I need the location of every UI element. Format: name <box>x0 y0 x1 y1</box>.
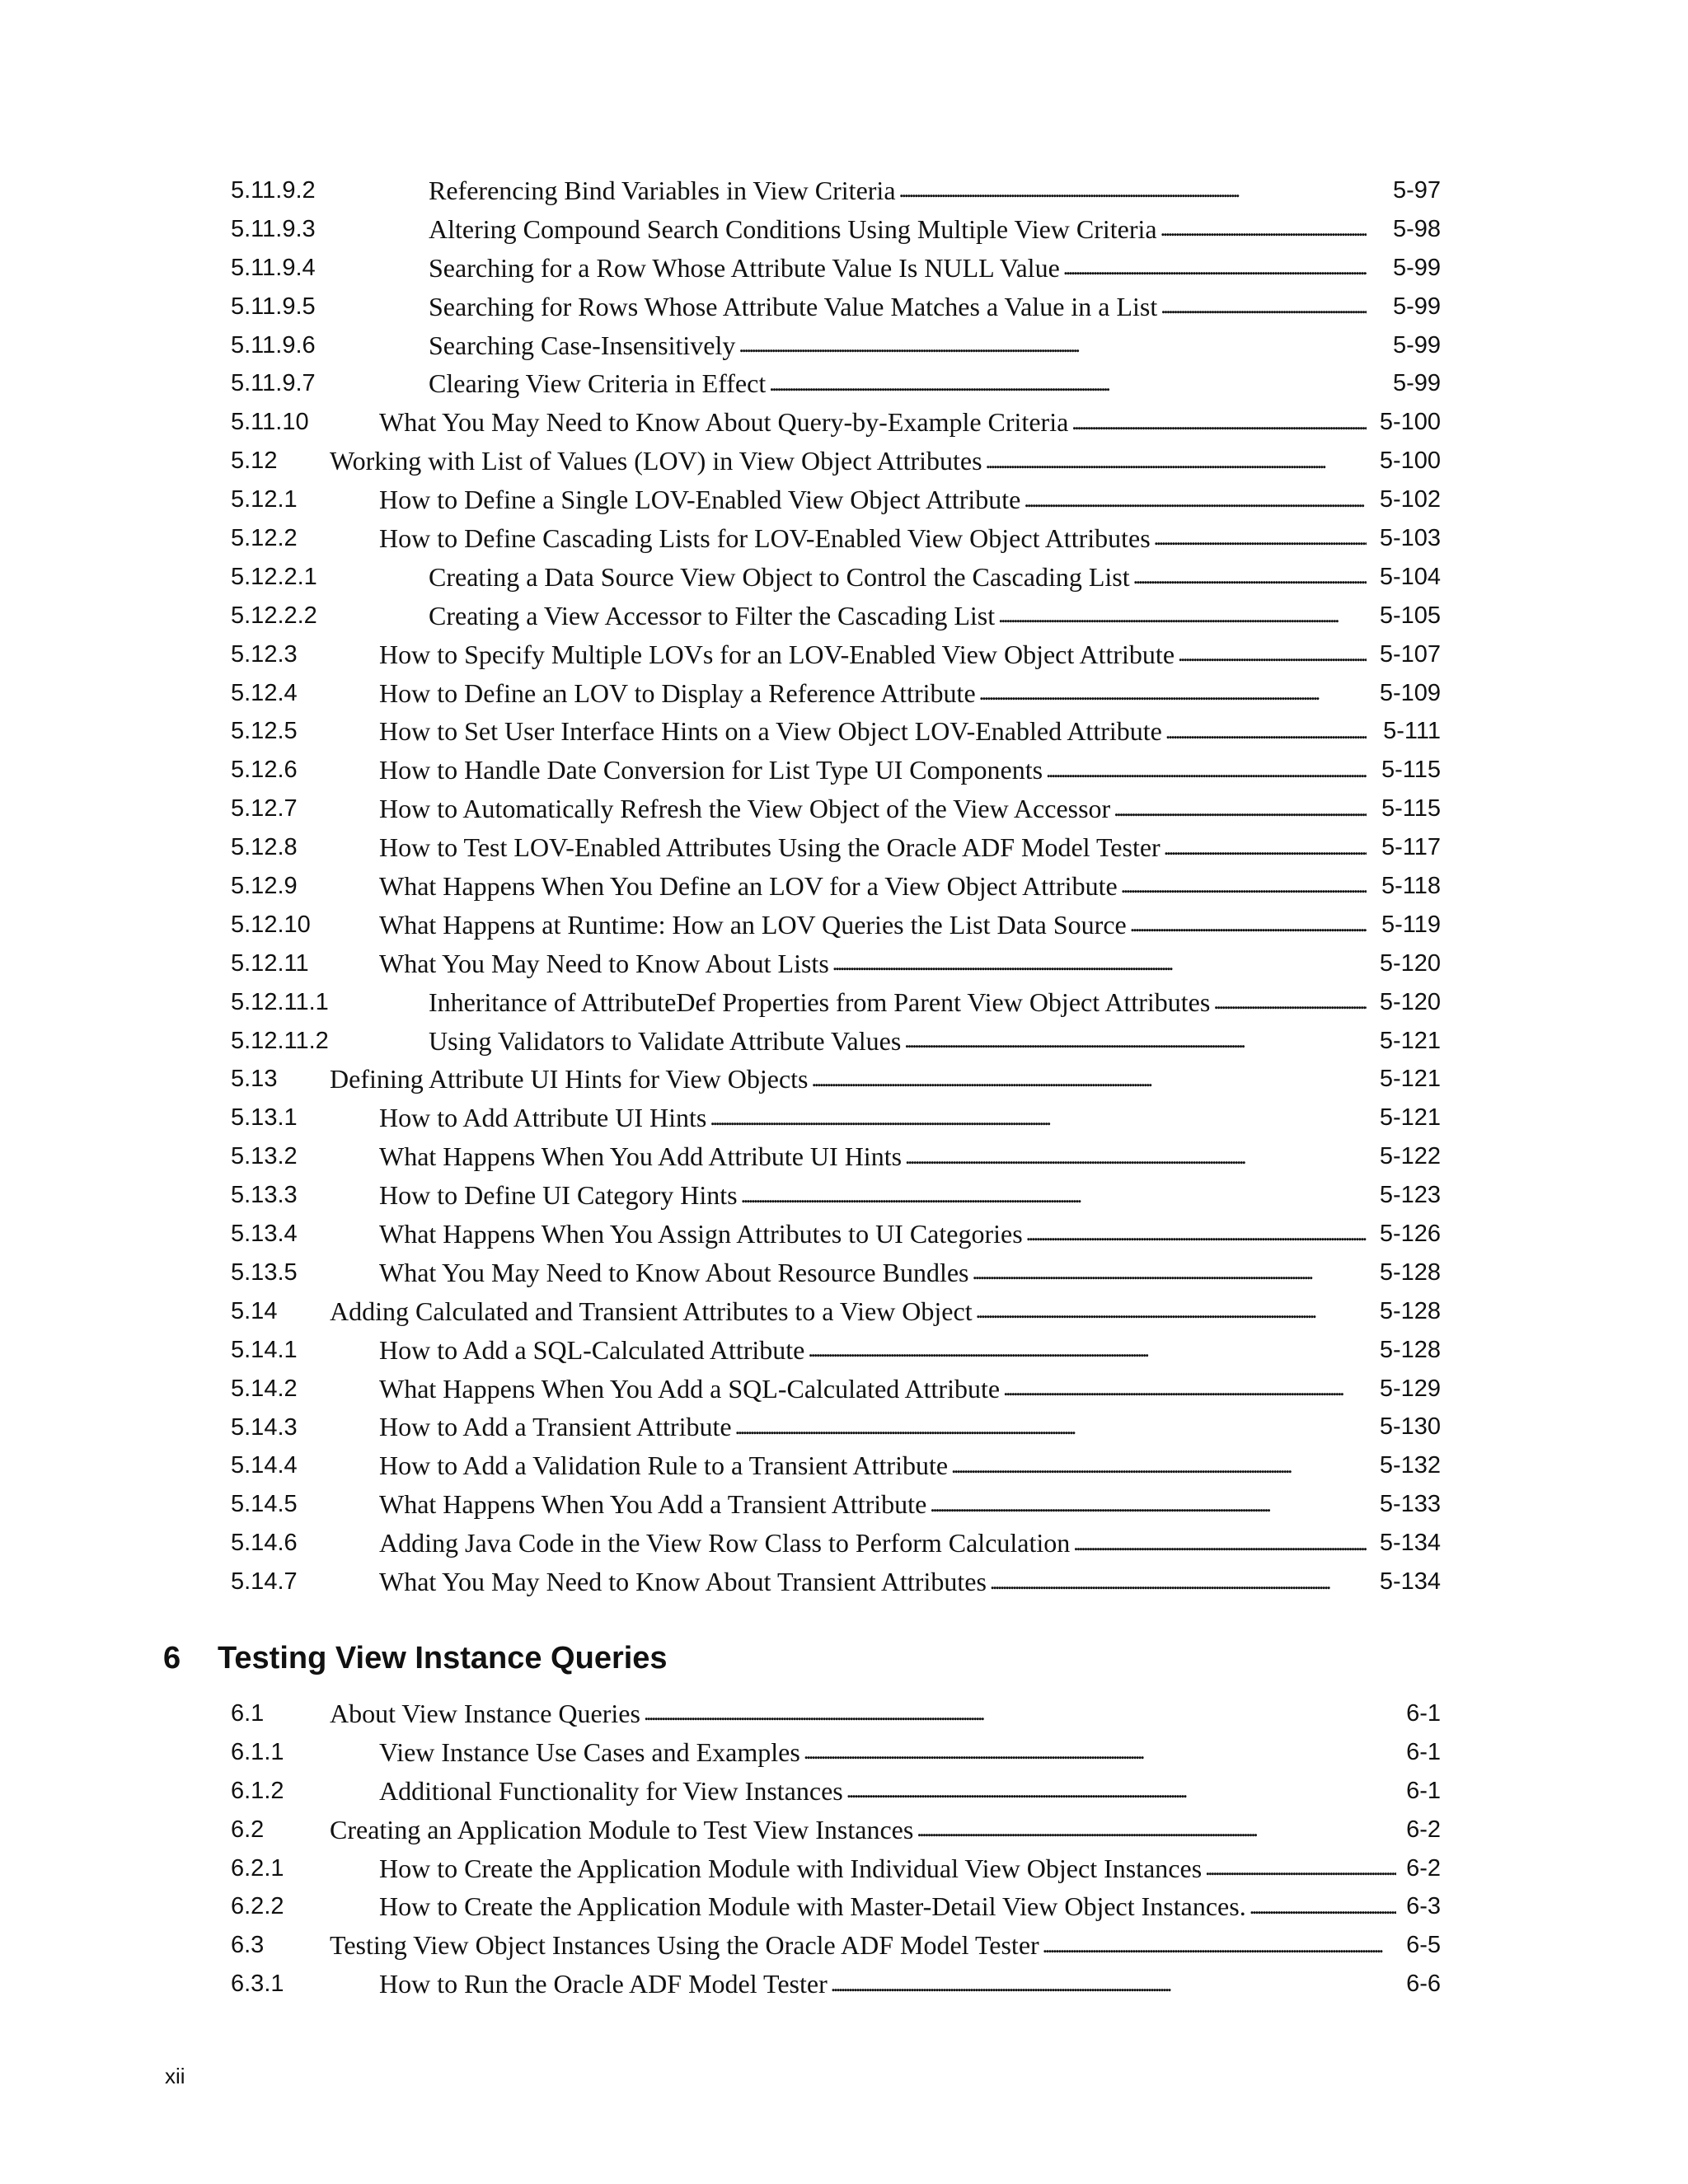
toc-entry-title: How to Test LOV-Enabled Attributes Using the Oracle ADF Model Tester <box>379 832 1160 863</box>
toc-entry-line <box>379 1176 1441 1215</box>
toc-entry-page: 5-115 <box>1381 757 1441 784</box>
toc-entry-number: 5.13.3 <box>231 1182 298 1209</box>
toc-entry-page: 6-2 <box>1406 1854 1441 1882</box>
toc-entry-number: 5.12.11.1 <box>231 988 329 1015</box>
toc-entry[interactable] <box>231 364 1441 403</box>
toc-entry-title: Using Validators to Validate Attribute Values <box>429 1025 902 1056</box>
toc-entry-line <box>379 1254 1441 1292</box>
dot-leader <box>1130 912 1367 937</box>
toc-entry-page: 5-99 <box>1392 331 1441 359</box>
dot-leader <box>972 1260 1367 1285</box>
toc-entry-page: 5-120 <box>1379 949 1441 977</box>
toc-entry-title: About View Instance Queries <box>330 1698 640 1728</box>
toc-entry-number: 5.12.9 <box>231 873 298 900</box>
dot-leader <box>1063 255 1367 280</box>
toc-entry-title: How to Automatically Refresh the View Object of the View Accessor <box>379 794 1111 824</box>
toc-entry[interactable] <box>231 210 1441 249</box>
toc-entry-line <box>379 1370 1441 1408</box>
dot-leader <box>1250 1895 1396 1919</box>
toc-entry[interactable] <box>231 171 1441 210</box>
toc-entry[interactable] <box>231 1370 1441 1408</box>
toc-entry[interactable] <box>231 790 1441 828</box>
toc-entry-number: 5.12.7 <box>231 795 298 823</box>
footer-page-number: xii <box>165 2064 185 2088</box>
dot-leader <box>917 1817 1396 1842</box>
toc-entry-page: 5-109 <box>1379 679 1441 706</box>
toc-entry-title: Searching Case-Insensitively <box>429 330 736 360</box>
toc-entry-line <box>379 1524 1441 1563</box>
toc-entry-page: 5-130 <box>1379 1413 1441 1441</box>
toc-entry-number: 5.14.1 <box>231 1336 298 1363</box>
toc-entry-title: What Happens When You Add a Transient Attribute <box>379 1489 927 1520</box>
toc-entry[interactable] <box>231 1292 1441 1331</box>
toc-entry-title: Additional Functionality for View Instances <box>379 1775 843 1806</box>
toc-entry-line <box>379 790 1441 828</box>
toc-entry[interactable] <box>231 1965 1441 2004</box>
toc-entry-title: What Happens When You Add Attribute UI Hints <box>379 1141 903 1172</box>
toc-entry-page: 5-120 <box>1379 988 1441 1015</box>
toc-entry[interactable] <box>231 635 1441 674</box>
toc-entry-number: 5.12.2.1 <box>231 563 317 590</box>
dot-leader <box>1024 488 1367 513</box>
toc-entry[interactable] <box>231 1060 1441 1099</box>
dot-leader <box>990 1570 1367 1595</box>
toc-entry-number: 5.12.5 <box>231 718 298 745</box>
toc-entry-title: Adding Calculated and Transient Attributes to a View Object <box>330 1296 973 1326</box>
toc-entry-page: 5-129 <box>1379 1375 1441 1402</box>
toc-entry-line <box>379 1733 1441 1772</box>
toc-entry[interactable] <box>231 1733 1441 1772</box>
toc-entry-page: 5-105 <box>1379 602 1441 629</box>
toc-entry-number: 5.11.9.3 <box>231 215 316 242</box>
toc-entry-title: Creating a View Accessor to Filter the Cascading List <box>429 600 996 630</box>
toc-entry-line <box>429 210 1441 249</box>
toc-entry-page: 5-121 <box>1379 1027 1441 1054</box>
toc-entry-line <box>379 674 1441 713</box>
toc-entry-line <box>379 751 1441 790</box>
toc-entry-page: 5-99 <box>1392 293 1441 320</box>
toc-entry-number: 5.14.6 <box>231 1530 298 1557</box>
toc-entry[interactable] <box>231 1446 1441 1485</box>
toc-entry-line <box>330 1694 1441 1733</box>
dot-leader <box>1205 1856 1396 1881</box>
toc-entry-page: 5-126 <box>1379 1220 1441 1247</box>
toc-entry-page: 5-102 <box>1379 486 1441 513</box>
toc-entry-title: How to Add a Validation Rule to a Transient Attribute <box>379 1451 949 1481</box>
toc-entry-number: 5.12.10 <box>231 911 311 938</box>
toc-entry[interactable] <box>231 288 1441 326</box>
dot-leader <box>1003 1376 1367 1401</box>
toc-entry-title: Testing View Object Instances Using the Oracle ADF Model Tester <box>330 1930 1039 1961</box>
toc-entry-number: 5.13.2 <box>231 1143 298 1170</box>
toc-entry-title: What Happens at Runtime: How an LOV Queries the List Data Source <box>379 909 1127 940</box>
toc-entry-title: Referencing Bind Variables in View Criteria <box>429 175 896 205</box>
toc-entry-number: 5.12 <box>231 448 278 475</box>
toc-entry-page: 5-100 <box>1379 409 1441 436</box>
dot-leader <box>904 1029 1367 1053</box>
toc-entry[interactable] <box>231 674 1441 713</box>
toc-entry-line <box>330 1811 1441 1849</box>
toc-entry-number: 5.14.2 <box>231 1375 298 1402</box>
toc-entry-page: 5-111 <box>1383 718 1441 745</box>
toc-entry-title: How to Define a Single LOV-Enabled View Object Attribute <box>379 485 1021 515</box>
toc-entry[interactable] <box>231 249 1441 288</box>
dot-leader <box>1046 758 1367 783</box>
dot-leader <box>846 1779 1396 1803</box>
dot-leader <box>808 1338 1367 1362</box>
toc-entry-number: 5.13 <box>231 1066 278 1093</box>
toc-entry-number: 5.12.11 <box>231 949 309 977</box>
toc-entry-page: 5-115 <box>1381 795 1441 823</box>
toc-entry-title: What Happens When You Add a SQL-Calculated Attribute <box>379 1373 1001 1404</box>
toc-entry[interactable] <box>231 403 1441 442</box>
toc-entry-line <box>379 1137 1441 1176</box>
toc-entry[interactable] <box>231 983 1441 1022</box>
toc-entry-title: How to Specify Multiple LOVs for an LOV-Enabled View Object Attribute <box>379 639 1175 669</box>
toc-entry-page: 5-117 <box>1381 834 1441 861</box>
dot-leader <box>1133 565 1367 589</box>
toc-entry-title: Creating a Data Source View Object to Control the Cascading List <box>429 561 1130 592</box>
toc-entry-number: 5.11.10 <box>231 409 309 436</box>
toc-entry[interactable] <box>231 1485 1441 1524</box>
toc-entry-page: 6-5 <box>1406 1932 1441 1959</box>
toc-entry-title: How to Run the Oracle ADF Model Tester <box>379 1969 828 1999</box>
toc-entry[interactable] <box>231 1215 1441 1254</box>
dot-leader <box>1154 526 1367 551</box>
toc-entry-page: 5-128 <box>1379 1297 1441 1324</box>
toc-entry-number: 5.13.5 <box>231 1258 298 1286</box>
toc-entry-number: 5.11.9.2 <box>231 177 316 204</box>
toc-entry-page: 5-99 <box>1392 254 1441 281</box>
toc-entry-title: How to Define Cascading Lists for LOV-Enabled View Object Attributes <box>379 523 1151 553</box>
toc-entry-line <box>330 1926 1441 1965</box>
toc-entry[interactable] <box>231 1694 1441 1733</box>
toc-entry-number: 5.13.4 <box>231 1221 298 1248</box>
toc-entry-title: How to Add Attribute UI Hints <box>379 1103 707 1133</box>
dot-leader <box>738 333 1367 358</box>
toc-entry-title: How to Define UI Category Hints <box>379 1180 738 1211</box>
toc-entry-title: Inheritance of AttributeDef Properties from Parent View Object Attributes <box>429 987 1211 1017</box>
dot-leader <box>1071 410 1367 435</box>
dot-leader <box>644 1701 1396 1726</box>
toc-entry-title: How to Set User Interface Hints on a View Object LOV-Enabled Attribute <box>379 716 1162 747</box>
toc-entry-line <box>379 867 1441 906</box>
toc-entry-title: Altering Compound Search Conditions Using Multiple View Criteria <box>429 213 1157 244</box>
toc-entry-number: 5.11.9.4 <box>231 254 316 281</box>
toc-entry-page: 5-104 <box>1379 563 1441 590</box>
dot-leader <box>831 1972 1396 1997</box>
toc-entry-line <box>379 1965 1441 2004</box>
toc-entry-number: 6.1 <box>231 1700 265 1727</box>
toc-entry-page: 6-6 <box>1406 1971 1441 1998</box>
toc-entry-title: Clearing View Criteria in Effect <box>429 368 767 399</box>
toc-entry-line <box>429 1022 1441 1061</box>
dot-leader <box>1178 642 1367 667</box>
toc-entry-line <box>379 1563 1441 1601</box>
toc-entry-page: 5-121 <box>1379 1104 1441 1132</box>
toc-entry[interactable] <box>231 1254 1441 1292</box>
toc-entry[interactable] <box>231 1849 1441 1888</box>
toc-entry-line <box>429 326 1441 365</box>
dot-leader <box>1073 1531 1367 1556</box>
toc-entry-line <box>429 558 1441 597</box>
toc-entry-page: 6-1 <box>1406 1777 1441 1804</box>
toc-entry-title: Searching for a Row Whose Attribute Value Is NULL Value <box>429 252 1060 283</box>
chapter-heading <box>163 1635 668 1681</box>
toc-entry-line <box>429 983 1441 1022</box>
toc-entry[interactable] <box>231 867 1441 906</box>
toc-entry-line <box>379 635 1441 674</box>
toc-entry[interactable] <box>231 1563 1441 1601</box>
toc-entry-title: What You May Need to Know About Transient Attributes <box>379 1567 987 1596</box>
toc-entry-line <box>379 828 1441 867</box>
toc-entry-number: 5.14.7 <box>231 1568 298 1596</box>
toc-entry[interactable] <box>231 944 1441 983</box>
toc-entry-title: How to Define an LOV to Display a Reference Attribute <box>379 677 976 708</box>
toc-entry-page: 5-133 <box>1379 1491 1441 1518</box>
toc-entry-page: 5-119 <box>1381 911 1441 938</box>
toc-entry-number: 5.12.3 <box>231 640 298 668</box>
toc-entry-title: Adding Java Code in the View Row Class to Perform Calculation <box>379 1528 1071 1558</box>
toc-entry-page: 5-121 <box>1379 1066 1441 1093</box>
toc-entry-line <box>379 1772 1441 1811</box>
toc-entry[interactable] <box>231 326 1441 365</box>
toc-entry-line <box>379 1099 1441 1137</box>
chapter-number: 6 <box>163 1640 181 1675</box>
toc-entry-line <box>379 1408 1441 1447</box>
toc-entry-line <box>379 1446 1441 1485</box>
toc-entry[interactable] <box>231 1524 1441 1563</box>
toc-entry-title: Defining Attribute UI Hints for View Objects <box>330 1064 809 1094</box>
toc-entry-title: Working with List of Values (LOV) in View Object Attributes <box>330 446 982 476</box>
toc-entry-title: Searching for Rows Whose Attribute Value Matches a Value in a List <box>429 291 1158 321</box>
toc-entry-page: 5-132 <box>1379 1452 1441 1479</box>
toc-entry-number: 5.11.9.6 <box>231 331 316 359</box>
dot-leader <box>951 1454 1367 1479</box>
toc-entry[interactable] <box>231 1811 1441 1849</box>
dot-leader <box>1043 1933 1396 1958</box>
toc-entry[interactable] <box>231 442 1441 480</box>
toc-entry-line <box>330 1060 1441 1099</box>
toc-entry-line <box>379 1485 1441 1524</box>
toc-entry-page: 5-97 <box>1392 176 1441 204</box>
dot-leader <box>710 1106 1367 1131</box>
toc-entry-number: 5.12.11.2 <box>231 1027 329 1054</box>
toc-entry[interactable] <box>231 1331 1441 1370</box>
toc-entry-line <box>379 1215 1441 1254</box>
dot-leader <box>1165 719 1367 744</box>
toc-entry-number: 5.13.1 <box>231 1104 298 1132</box>
toc-entry[interactable] <box>231 1772 1441 1811</box>
dot-leader <box>986 449 1367 474</box>
toc-entry-number: 5.14 <box>231 1297 278 1324</box>
toc-entry-number: 6.2.1 <box>231 1854 284 1882</box>
dot-leader <box>905 1145 1367 1169</box>
toc-entry[interactable] <box>231 1137 1441 1176</box>
dot-leader <box>979 681 1367 705</box>
dot-leader <box>976 1299 1367 1324</box>
toc-entry-line <box>429 597 1441 635</box>
toc-entry-line <box>330 442 1441 480</box>
toc-entry-line <box>429 288 1441 326</box>
toc-entry-page: 6-1 <box>1406 1699 1441 1727</box>
toc-entry-title: View Instance Use Cases and Examples <box>379 1736 800 1767</box>
toc-entry[interactable] <box>231 1176 1441 1215</box>
toc-entry-number: 5.14.3 <box>231 1413 298 1441</box>
toc-entry-line <box>379 480 1441 519</box>
toc-entry-line <box>379 1331 1441 1370</box>
dot-leader <box>1160 217 1367 241</box>
chapter-title: Testing View Instance Queries <box>218 1640 668 1675</box>
toc-entry-page: 5-100 <box>1379 448 1441 475</box>
toc-entry-number: 5.11.9.7 <box>231 370 316 397</box>
toc-entry-page: 5-118 <box>1381 872 1441 899</box>
toc-entry-number: 6.1.1 <box>231 1738 284 1765</box>
toc-entry-page: 5-103 <box>1379 524 1441 551</box>
toc-entry-line <box>379 1849 1441 1888</box>
dot-leader <box>804 1740 1396 1765</box>
toc-entry-line <box>379 712 1441 751</box>
toc-entry-number: 5.14.5 <box>231 1491 298 1518</box>
toc-entry-number: 6.3 <box>231 1932 265 1959</box>
dot-leader <box>1026 1221 1367 1246</box>
toc-entry-number: 5.12.2 <box>231 525 298 552</box>
toc-entry-line <box>330 1292 1441 1331</box>
toc-entry[interactable] <box>231 1926 1441 1965</box>
toc-entry[interactable] <box>231 751 1441 790</box>
toc-entry-title: What Happens When You Assign Attributes to UI Categories <box>379 1218 1023 1249</box>
toc-entry[interactable] <box>231 828 1441 867</box>
toc-entry-page: 6-2 <box>1406 1816 1441 1843</box>
dot-leader <box>1164 836 1367 860</box>
dot-leader <box>832 951 1367 976</box>
toc-entry[interactable] <box>231 558 1441 597</box>
toc-entry-page: 5-123 <box>1379 1182 1441 1209</box>
toc-entry[interactable] <box>231 712 1441 751</box>
toc-entry-page: 5-122 <box>1379 1143 1441 1170</box>
toc-entry-line <box>429 364 1441 403</box>
toc-entry-number: 6.2.2 <box>231 1893 284 1920</box>
toc-entry[interactable] <box>231 906 1441 944</box>
toc-entry[interactable] <box>231 1099 1441 1137</box>
toc-entry-line <box>379 944 1441 983</box>
toc-entry-number: 5.12.1 <box>231 486 298 513</box>
dot-leader <box>930 1493 1367 1517</box>
toc-entry-number: 5.12.6 <box>231 757 298 784</box>
toc-entry-title: What You May Need to Know About Lists <box>379 948 829 978</box>
toc-entry-page: 5-128 <box>1379 1336 1441 1363</box>
toc-entry-title: How to Create the Application Module with Individual View Object Instances <box>379 1853 1203 1883</box>
toc-entry[interactable] <box>231 480 1441 519</box>
toc-entry-line <box>429 249 1441 288</box>
dot-leader <box>1121 874 1367 898</box>
toc-entry[interactable] <box>231 519 1441 558</box>
toc-entry-line <box>379 1887 1441 1926</box>
toc-entry-title: How to Add a SQL-Calculated Attribute <box>379 1334 805 1365</box>
toc-entry-number: 6.1.2 <box>231 1777 284 1804</box>
dot-leader <box>1160 294 1367 319</box>
toc-entry-page: 5-134 <box>1379 1530 1441 1557</box>
toc-entry-title: How to Create the Application Module with Master-Detail View Object Instances. <box>379 1891 1246 1922</box>
toc-entry-page: 5-98 <box>1392 215 1441 242</box>
toc-entry-number: 6.3.1 <box>231 1971 284 1998</box>
toc-entry-number: 5.14.4 <box>231 1452 298 1479</box>
toc-entry-page: 5-99 <box>1392 370 1441 397</box>
toc-entry-page: 6-3 <box>1406 1893 1441 1920</box>
dot-leader <box>735 1415 1367 1440</box>
toc-entry-line <box>379 403 1441 442</box>
toc-entry-title: How to Handle Date Conversion for List Type UI Components <box>379 755 1043 785</box>
toc-entry-title: Creating an Application Module to Test View Instances <box>330 1814 914 1844</box>
toc-entry-title: How to Add a Transient Attribute <box>379 1412 732 1442</box>
toc-entry-number: 5.11.9.5 <box>231 293 316 320</box>
toc-entry-title: What Happens When You Define an LOV for a View Object Attribute <box>379 870 1118 901</box>
toc-entry-page: 5-128 <box>1379 1258 1441 1286</box>
toc-entry-number: 5.12.8 <box>231 834 298 861</box>
dot-leader <box>1213 990 1367 1015</box>
toc-entry-page: 5-134 <box>1379 1568 1441 1595</box>
toc-entry-page: 5-107 <box>1379 640 1441 668</box>
toc-entry-page: 6-1 <box>1406 1738 1441 1765</box>
dot-leader <box>1114 797 1367 822</box>
toc-entry[interactable] <box>231 597 1441 635</box>
toc-entry-line <box>379 519 1441 558</box>
dot-leader <box>812 1067 1367 1092</box>
dot-leader <box>769 372 1367 396</box>
toc-entry-line <box>429 171 1441 210</box>
toc-continued-list <box>231 171 1441 1601</box>
toc-entry-number: 5.12.4 <box>231 679 298 706</box>
toc-entry-title: What You May Need to Know About Query-by-Example Criteria <box>379 407 1069 438</box>
toc-entry[interactable] <box>231 1887 1441 1926</box>
toc-chapter6-list <box>231 1694 1441 2004</box>
dot-leader <box>998 603 1367 628</box>
toc-entry-number: 6.2 <box>231 1816 265 1843</box>
toc-entry-title: What You May Need to Know About Resource Bundles <box>379 1257 969 1287</box>
toc-entry[interactable] <box>231 1408 1441 1447</box>
dot-leader <box>899 178 1367 203</box>
toc-entry-number: 5.12.2.2 <box>231 602 317 629</box>
toc-entry-line <box>379 906 1441 944</box>
dot-leader <box>741 1183 1367 1208</box>
toc-entry[interactable] <box>231 1022 1441 1061</box>
